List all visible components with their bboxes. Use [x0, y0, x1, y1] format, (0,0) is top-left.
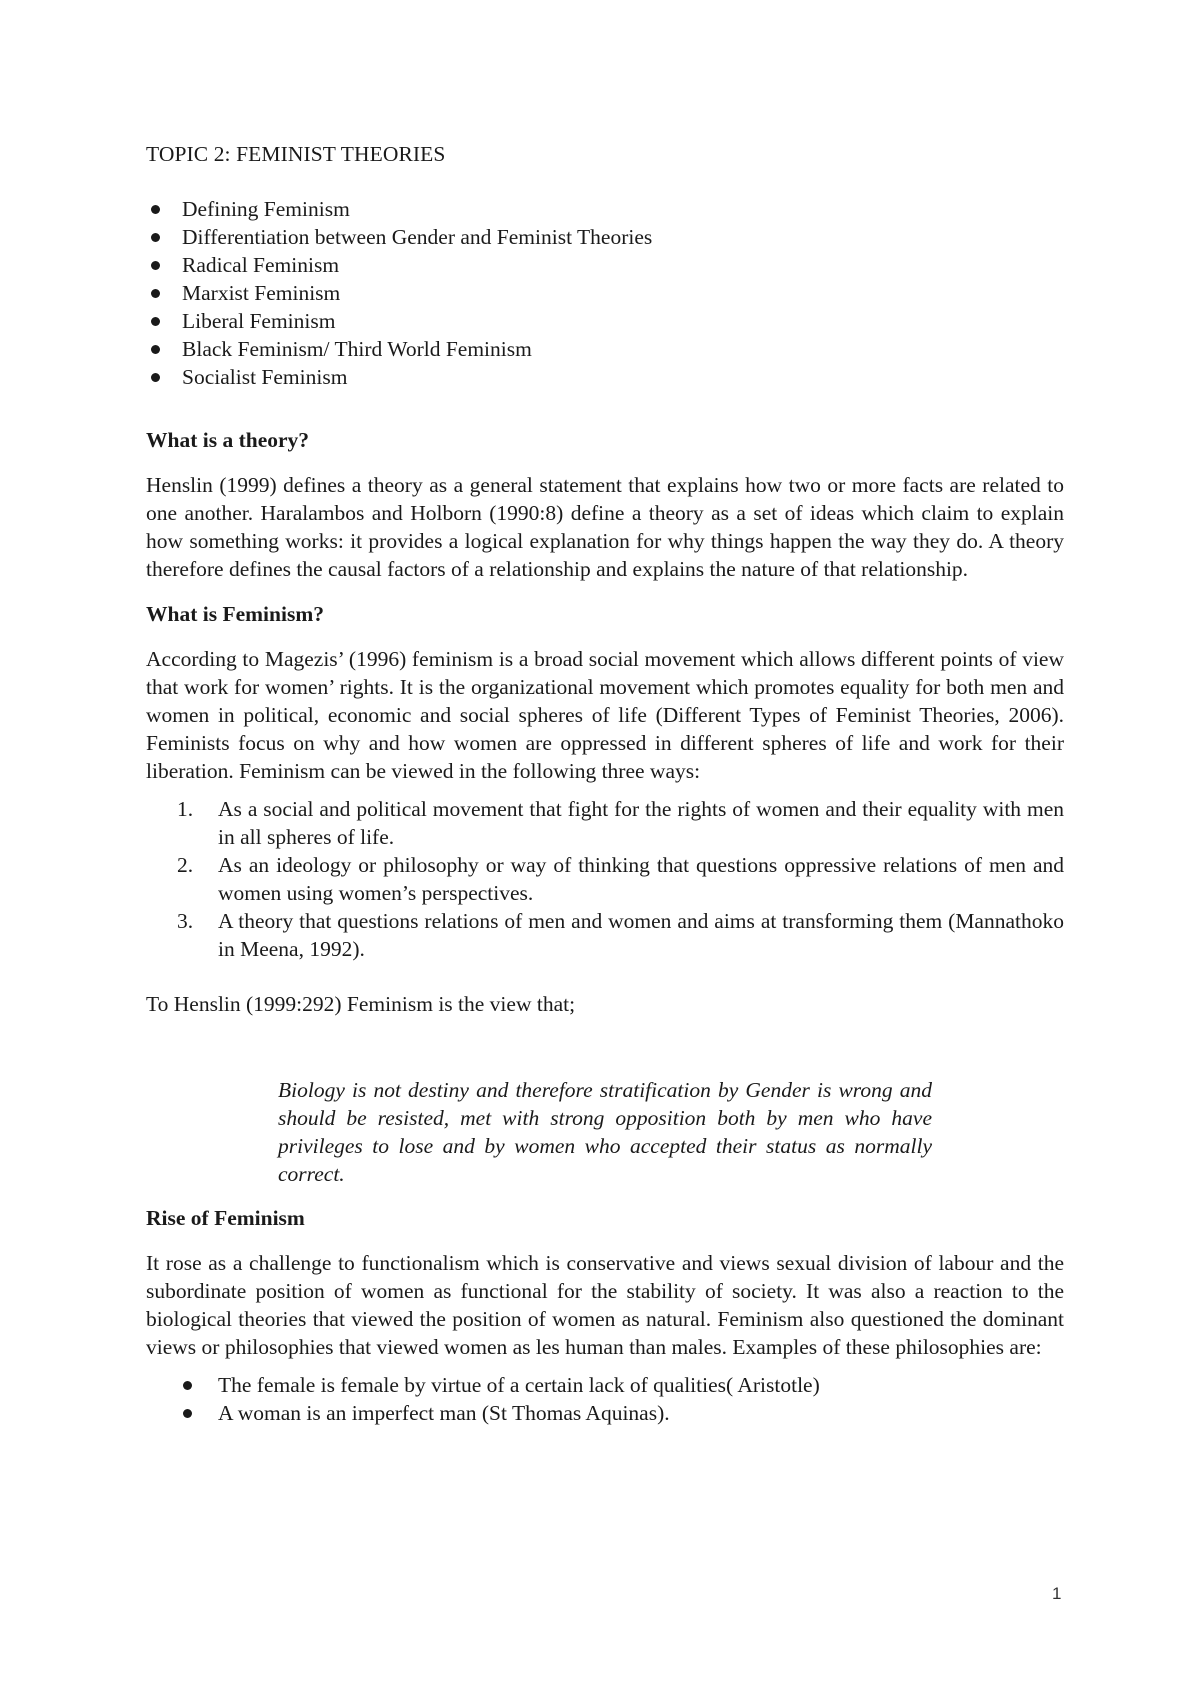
list-item: 2. As an ideology or philosophy or way of thinking that questions oppressive relations of men and women using women’s perspectives. [177, 853, 1064, 905]
bullet-icon [151, 317, 160, 326]
section-heading-rise: Rise of Feminism [146, 1206, 305, 1230]
paragraph-rise: It rose as a challenge to functionalism which is conservative and views sexual division of labour and the subordinate position of women as functional for the stability of society. It was also a reaction to the biological theories that viewed the position of women as natural. Feminism also questioned the dominant views or philosophies that viewed women as les human than males. Examples of these philosophies are: [146, 1251, 1064, 1359]
paragraph-theory: Henslin (1999) defines a theory as a general statement that explains how two or more facts are related to one another. Haralambos and Holborn (1990:8) define a theory as a set of ideas which claim to explain how something works: it provides a logical explanation for why things happen the way they do. A theory therefore defines the causal factors of a relationship and explains the nature of that relationship. [146, 473, 1064, 581]
list-item: Radical Feminism [146, 251, 1064, 279]
page-title: TOPIC 2: FEMINIST THEORIES [146, 142, 446, 166]
bullet-icon [151, 373, 160, 382]
section-heading-theory: What is a theory? [146, 428, 310, 452]
list-item: A woman is an imperfect man (St Thomas Aquinas). [146, 1399, 1064, 1427]
list-item: Differentiation between Gender and Feminist Theories [146, 223, 1064, 251]
list-item: Socialist Feminism [146, 363, 1064, 391]
bullet-icon [151, 289, 160, 298]
list-item: The female is female by virtue of a certain lack of qualities( Aristotle) [146, 1371, 1064, 1399]
bullet-icon [151, 205, 160, 214]
ways-list [146, 795, 1064, 963]
section-heading-feminism: What is Feminism? [146, 602, 324, 626]
bullet-icon [151, 345, 160, 354]
bullet-icon [151, 261, 160, 270]
list-item: 1. As a social and political movement that fight for the rights of women and their equality with men in all spheres of life. [177, 797, 1064, 849]
list-item: Liberal Feminism [146, 307, 1064, 335]
block-quote: Biology is not destiny and therefore stratification by Gender is wrong and should be resisted, met with strong opposition both by men who have privileges to lose and by women who accepted their status as normally correct. [278, 1078, 932, 1186]
bullet-icon [183, 1409, 192, 1418]
list-item: Defining Feminism [146, 195, 1064, 223]
examples-list [146, 1371, 1064, 1427]
topic-list [146, 195, 1064, 391]
bullet-icon [151, 233, 160, 242]
document-page [146, 140, 1064, 1427]
paragraph-feminism: According to Magezis’ (1996) feminism is a broad social movement which allows different points of view that work for women’ rights. It is the organizational movement which promotes equality for both men and women in political, economic and social spheres of life (Different Types of Feminist Theories, 2006). Feminists focus on why and how women are oppressed in different spheres of life and work for their liberation. Feminism can be viewed in the following three ways: [146, 647, 1064, 783]
list-item: Marxist Feminism [146, 279, 1064, 307]
list-item: 3. A theory that questions relations of men and women and aims at transforming them (Mannathoko in Meena, 1992). [177, 909, 1064, 961]
page-number: 1 [1052, 1584, 1062, 1603]
bullet-icon [183, 1381, 192, 1390]
list-item: Black Feminism/ Third World Feminism [146, 335, 1064, 363]
henslin-intro: To Henslin (1999:292) Feminism is the view that; [146, 992, 576, 1016]
